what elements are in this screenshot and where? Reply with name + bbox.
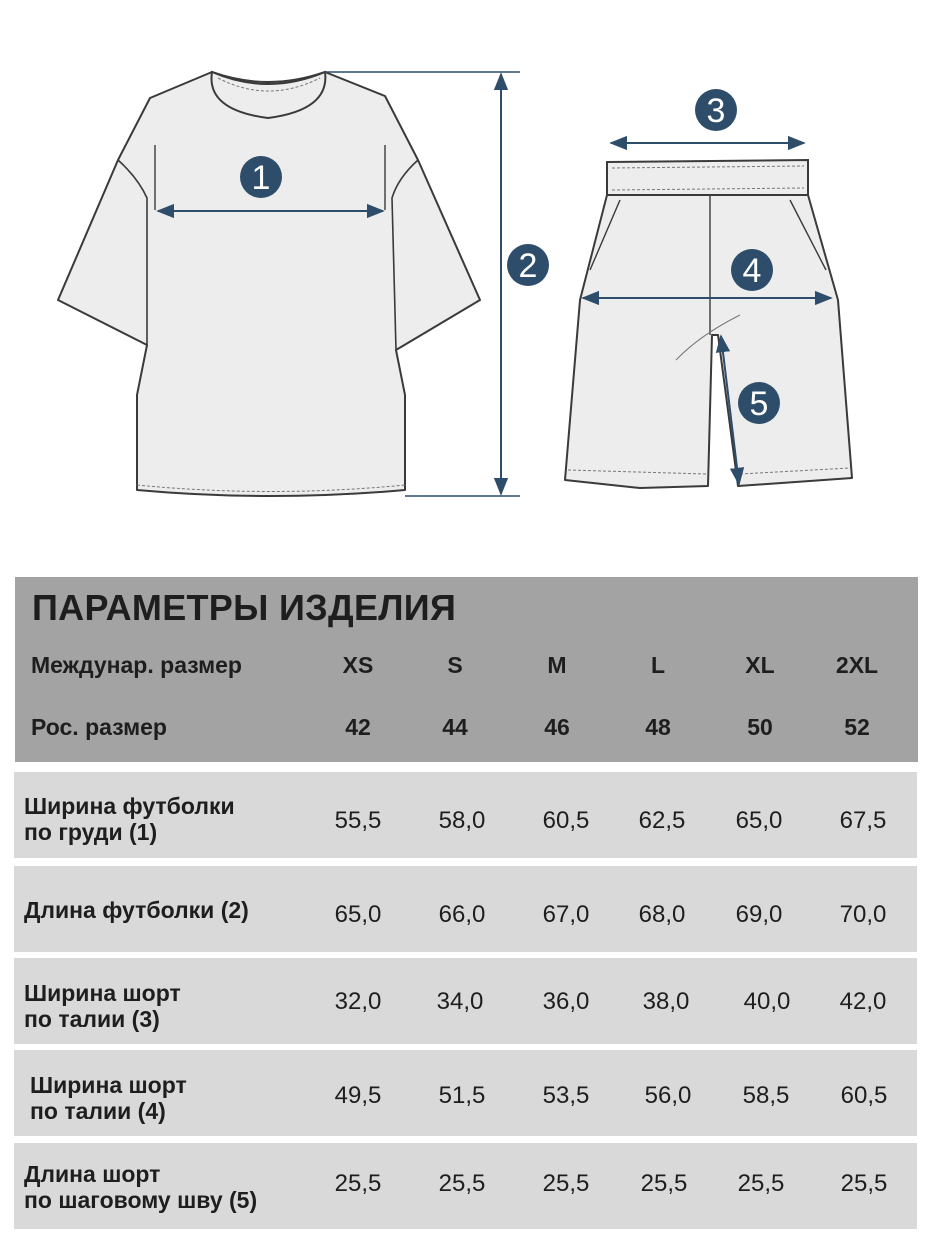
table-cell: 68,0 xyxy=(638,901,686,928)
intl-size-xs: XS xyxy=(342,652,374,678)
table-cell: 25,5 xyxy=(840,1170,888,1197)
table-row-tshirt-length xyxy=(14,866,917,952)
intl-size-xl: XL xyxy=(745,652,775,678)
marker-3 xyxy=(695,89,737,131)
intl-size-2xl: 2XL xyxy=(835,652,879,678)
marker-2 xyxy=(507,244,549,286)
intl-size-label: Междунар. размер xyxy=(31,652,242,678)
table-row-shorts-inseam xyxy=(14,1143,917,1229)
marker-3-label: 3 xyxy=(706,92,726,130)
table-cell: 38,0 xyxy=(642,988,690,1015)
table-cell: 25,5 xyxy=(737,1170,785,1197)
table-cell: 25,5 xyxy=(542,1170,590,1197)
row-label xyxy=(30,1072,187,1124)
table-cell: 60,5 xyxy=(840,1082,888,1109)
table-cell: 51,5 xyxy=(438,1082,486,1109)
table-cell: 60,5 xyxy=(542,807,590,834)
row-label-line: Длина футболки (2) xyxy=(24,897,249,923)
table-cell: 56,0 xyxy=(644,1082,692,1109)
ru-size-52: 52 xyxy=(844,714,870,740)
table-title: ПАРАМЕТРЫ ИЗДЕЛИЯ xyxy=(32,587,457,628)
row-label-line: Длина шорт xyxy=(24,1161,161,1187)
table-cell: 40,0 xyxy=(743,988,791,1015)
table-cell: 70,0 xyxy=(839,901,887,928)
table-cell: 36,0 xyxy=(542,988,590,1015)
marker-4 xyxy=(731,249,773,291)
row-label xyxy=(24,1161,257,1213)
intl-size-s: S xyxy=(447,652,463,678)
table-row-tshirt-chest xyxy=(14,772,917,858)
ru-size-label: Рос. размер xyxy=(31,714,167,740)
row-label-line: по груди (1) xyxy=(24,819,158,845)
row-label-line: Ширина футболки xyxy=(24,793,235,819)
size-table-header xyxy=(15,577,918,762)
ru-size-50: 50 xyxy=(747,714,773,740)
table-cell: 49,5 xyxy=(334,1082,382,1109)
table-row-shorts-waist-4 xyxy=(14,1050,917,1136)
tshirt-drawing xyxy=(58,72,480,496)
ru-size-46: 46 xyxy=(544,714,570,740)
marker-1 xyxy=(240,156,282,198)
row-label xyxy=(24,897,249,923)
row-label xyxy=(24,980,181,1032)
row-label-line: по шаговому шву (5) xyxy=(24,1187,258,1213)
row-label-line: Ширина шорт xyxy=(24,980,181,1006)
marker-5-label: 5 xyxy=(749,385,769,423)
table-cell: 34,0 xyxy=(436,988,484,1015)
measurement-diagram xyxy=(0,0,931,560)
ru-size-48: 48 xyxy=(645,714,671,740)
table-cell: 65,0 xyxy=(735,807,783,834)
table-cell: 25,5 xyxy=(640,1170,688,1197)
ru-size-42: 42 xyxy=(345,714,371,740)
table-cell: 66,0 xyxy=(438,901,486,928)
ru-size-44: 44 xyxy=(442,714,468,740)
row-label-line: по талии (3) xyxy=(24,1006,160,1032)
table-cell: 25,5 xyxy=(334,1170,382,1197)
table-cell: 67,0 xyxy=(542,901,590,928)
table-cell: 42,0 xyxy=(839,988,887,1015)
shorts-drawing xyxy=(565,160,852,488)
marker-1-label: 1 xyxy=(251,159,271,197)
marker-2-label: 2 xyxy=(518,247,538,285)
intl-size-l: L xyxy=(650,652,666,678)
row-label-line: по талии (4) xyxy=(30,1098,166,1124)
table-cell: 25,5 xyxy=(438,1170,486,1197)
table-cell: 67,5 xyxy=(839,807,887,834)
intl-size-m: M xyxy=(547,652,567,678)
table-cell: 58,0 xyxy=(438,807,486,834)
table-cell: 69,0 xyxy=(735,901,783,928)
table-row-shorts-waist-3 xyxy=(14,958,917,1044)
table-cell: 58,5 xyxy=(742,1082,790,1109)
table-cell: 65,0 xyxy=(334,901,382,928)
table-cell: 32,0 xyxy=(334,988,382,1015)
table-cell: 62,5 xyxy=(638,807,686,834)
row-label xyxy=(24,793,235,845)
row-label-line: Ширина шорт xyxy=(30,1072,187,1098)
marker-4-label: 4 xyxy=(742,252,762,290)
table-cell: 55,5 xyxy=(334,807,382,834)
table-cell: 53,5 xyxy=(542,1082,590,1109)
marker-5 xyxy=(738,382,780,424)
